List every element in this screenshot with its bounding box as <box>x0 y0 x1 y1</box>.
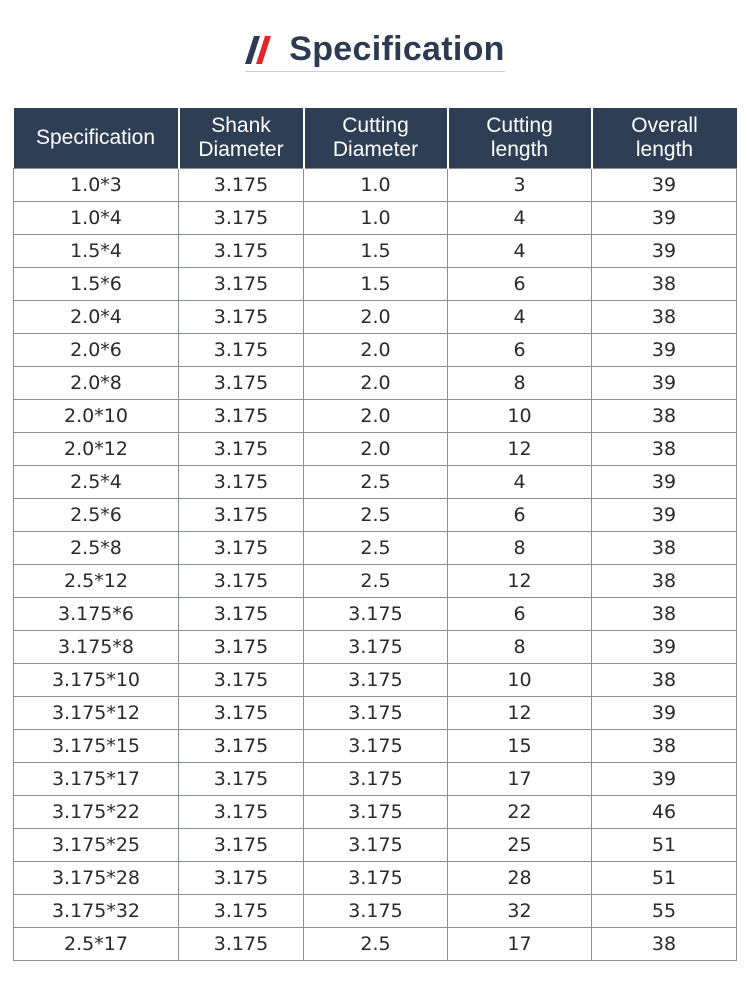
cell-cutting-diameter: 2.0 <box>304 301 448 334</box>
table-row <box>14 697 737 730</box>
table-row <box>14 169 737 202</box>
cell-cutting-diameter: 3.175 <box>304 763 448 796</box>
cell-shank-diameter: 3.175 <box>179 664 304 697</box>
cell-cutting-length: 22 <box>448 796 592 829</box>
cell-overall-length: 51 <box>592 862 737 895</box>
header-cutting-length <box>448 108 592 169</box>
cell-cutting-length: 8 <box>448 367 592 400</box>
cell-cutting-diameter: 3.175 <box>304 796 448 829</box>
cell-cutting-length: 12 <box>448 565 592 598</box>
table-row <box>14 367 737 400</box>
cell-cutting-length: 10 <box>448 664 592 697</box>
cell-shank-diameter: 3.175 <box>179 598 304 631</box>
cell-cutting-length: 4 <box>448 301 592 334</box>
cell-cutting-diameter: 2.5 <box>304 928 448 961</box>
cell-cutting-diameter: 3.175 <box>304 697 448 730</box>
cell-cutting-diameter: 3.175 <box>304 895 448 928</box>
cell-cutting-length: 28 <box>448 862 592 895</box>
table-row <box>14 598 737 631</box>
cell-specification: 1.0*4 <box>14 202 179 235</box>
cell-cutting-diameter: 3.175 <box>304 862 448 895</box>
header-row <box>14 108 737 169</box>
cell-shank-diameter: 3.175 <box>179 433 304 466</box>
cell-cutting-diameter: 1.0 <box>304 202 448 235</box>
table-row <box>14 664 737 697</box>
cell-overall-length: 39 <box>592 169 737 202</box>
cell-shank-diameter: 3.175 <box>179 631 304 664</box>
cell-cutting-diameter: 2.5 <box>304 565 448 598</box>
cell-specification: 1.5*4 <box>14 235 179 268</box>
table-header <box>14 108 737 169</box>
cell-specification: 2.5*8 <box>14 532 179 565</box>
cell-cutting-length: 32 <box>448 895 592 928</box>
cell-overall-length: 38 <box>592 433 737 466</box>
cell-overall-length: 39 <box>592 235 737 268</box>
cell-cutting-diameter: 3.175 <box>304 598 448 631</box>
table-row <box>14 631 737 664</box>
cell-overall-length: 39 <box>592 202 737 235</box>
cell-specification: 2.0*4 <box>14 301 179 334</box>
cell-cutting-length: 3 <box>448 169 592 202</box>
table-row <box>14 532 737 565</box>
cell-specification: 2.0*10 <box>14 400 179 433</box>
double-slash-icon <box>245 36 277 64</box>
cell-cutting-diameter: 1.5 <box>304 268 448 301</box>
table-row <box>14 895 737 928</box>
cell-overall-length: 55 <box>592 895 737 928</box>
cell-cutting-length: 8 <box>448 532 592 565</box>
cell-specification: 1.0*3 <box>14 169 179 202</box>
cell-cutting-length: 15 <box>448 730 592 763</box>
specification-table <box>13 108 737 961</box>
cell-cutting-diameter: 2.0 <box>304 433 448 466</box>
table-row <box>14 433 737 466</box>
cell-specification: 3.175*12 <box>14 697 179 730</box>
cell-overall-length: 38 <box>592 928 737 961</box>
cell-specification: 3.175*25 <box>14 829 179 862</box>
cell-cutting-length: 4 <box>448 466 592 499</box>
cell-cutting-length: 12 <box>448 433 592 466</box>
cell-overall-length: 38 <box>592 598 737 631</box>
cell-cutting-length: 6 <box>448 334 592 367</box>
header-cutting-diameter <box>304 108 448 169</box>
cell-shank-diameter: 3.175 <box>179 565 304 598</box>
cell-specification: 3.175*17 <box>14 763 179 796</box>
cell-cutting-length: 4 <box>448 202 592 235</box>
cell-cutting-diameter: 3.175 <box>304 730 448 763</box>
cell-cutting-length: 17 <box>448 928 592 961</box>
cell-overall-length: 38 <box>592 268 737 301</box>
cell-overall-length: 46 <box>592 796 737 829</box>
table-row <box>14 268 737 301</box>
cell-cutting-diameter: 2.0 <box>304 367 448 400</box>
page-title: Specification <box>289 30 505 68</box>
header-line-2: Diameter <box>332 138 419 161</box>
cell-shank-diameter: 3.175 <box>179 400 304 433</box>
cell-shank-diameter: 3.175 <box>179 367 304 400</box>
cell-overall-length: 39 <box>592 334 737 367</box>
cell-overall-length: 39 <box>592 697 737 730</box>
header-line-1: Specification <box>35 126 156 149</box>
cell-cutting-diameter: 1.0 <box>304 169 448 202</box>
cell-cutting-diameter: 1.5 <box>304 235 448 268</box>
cell-shank-diameter: 3.175 <box>179 466 304 499</box>
cell-cutting-diameter: 2.0 <box>304 400 448 433</box>
table-row <box>14 565 737 598</box>
title-section <box>0 26 750 76</box>
header-line-1: Shank <box>211 114 271 137</box>
cell-specification: 2.5*4 <box>14 466 179 499</box>
cell-specification: 3.175*32 <box>14 895 179 928</box>
cell-shank-diameter: 3.175 <box>179 202 304 235</box>
header-line-1: Overall <box>631 114 698 137</box>
header-line-2: Diameter <box>198 138 284 161</box>
table-row <box>14 763 737 796</box>
table-row <box>14 829 737 862</box>
table-row <box>14 862 737 895</box>
cell-shank-diameter: 3.175 <box>179 730 304 763</box>
cell-shank-diameter: 3.175 <box>179 895 304 928</box>
cell-cutting-length: 25 <box>448 829 592 862</box>
cell-specification: 3.175*8 <box>14 631 179 664</box>
cell-cutting-diameter: 2.5 <box>304 499 448 532</box>
cell-specification: 3.175*22 <box>14 796 179 829</box>
table-row <box>14 235 737 268</box>
table-row <box>14 301 737 334</box>
title-container <box>245 30 505 72</box>
cell-overall-length: 39 <box>592 763 737 796</box>
cell-shank-diameter: 3.175 <box>179 928 304 961</box>
cell-specification: 3.175*28 <box>14 862 179 895</box>
cell-specification: 3.175*6 <box>14 598 179 631</box>
cell-overall-length: 39 <box>592 466 737 499</box>
cell-overall-length: 51 <box>592 829 737 862</box>
table-row <box>14 730 737 763</box>
cell-shank-diameter: 3.175 <box>179 235 304 268</box>
cell-cutting-length: 10 <box>448 400 592 433</box>
cell-shank-diameter: 3.175 <box>179 862 304 895</box>
cell-specification: 1.5*6 <box>14 268 179 301</box>
cell-overall-length: 38 <box>592 532 737 565</box>
cell-shank-diameter: 3.175 <box>179 301 304 334</box>
table-row <box>14 928 737 961</box>
table-row <box>14 202 737 235</box>
table-row <box>14 334 737 367</box>
cell-shank-diameter: 3.175 <box>179 499 304 532</box>
cell-specification: 3.175*10 <box>14 664 179 697</box>
cell-cutting-diameter: 2.5 <box>304 466 448 499</box>
header-line-1: Cutting <box>342 114 409 137</box>
cell-overall-length: 38 <box>592 400 737 433</box>
table-row <box>14 796 737 829</box>
cell-shank-diameter: 3.175 <box>179 169 304 202</box>
cell-specification: 2.5*17 <box>14 928 179 961</box>
cell-cutting-diameter: 3.175 <box>304 664 448 697</box>
cell-specification: 2.5*12 <box>14 565 179 598</box>
cell-specification: 2.0*8 <box>14 367 179 400</box>
cell-cutting-length: 12 <box>448 697 592 730</box>
cell-overall-length: 39 <box>592 499 737 532</box>
cell-cutting-diameter: 2.0 <box>304 334 448 367</box>
header-line-2: length <box>490 138 549 161</box>
cell-specification: 3.175*15 <box>14 730 179 763</box>
cell-cutting-length: 6 <box>448 268 592 301</box>
table-row <box>14 499 737 532</box>
header-shank-diameter <box>179 108 304 169</box>
cell-shank-diameter: 3.175 <box>179 334 304 367</box>
cell-shank-diameter: 3.175 <box>179 796 304 829</box>
cell-specification: 2.0*12 <box>14 433 179 466</box>
table-row <box>14 466 737 499</box>
cell-specification: 2.0*6 <box>14 334 179 367</box>
cell-shank-diameter: 3.175 <box>179 268 304 301</box>
table-body <box>14 169 737 961</box>
header-specification <box>14 108 179 169</box>
cell-cutting-length: 4 <box>448 235 592 268</box>
cell-cutting-length: 6 <box>448 598 592 631</box>
header-line-1: Cutting <box>486 114 553 137</box>
cell-cutting-length: 8 <box>448 631 592 664</box>
cell-shank-diameter: 3.175 <box>179 532 304 565</box>
cell-shank-diameter: 3.175 <box>179 763 304 796</box>
cell-cutting-diameter: 2.5 <box>304 532 448 565</box>
cell-specification: 2.5*6 <box>14 499 179 532</box>
cell-shank-diameter: 3.175 <box>179 697 304 730</box>
cell-cutting-length: 6 <box>448 499 592 532</box>
cell-overall-length: 39 <box>592 631 737 664</box>
cell-overall-length: 38 <box>592 664 737 697</box>
cell-cutting-length: 17 <box>448 763 592 796</box>
table-row <box>14 400 737 433</box>
header-line-2: length <box>635 138 694 161</box>
cell-overall-length: 38 <box>592 301 737 334</box>
header-overall-length <box>592 108 737 169</box>
cell-cutting-diameter: 3.175 <box>304 631 448 664</box>
cell-shank-diameter: 3.175 <box>179 829 304 862</box>
cell-overall-length: 38 <box>592 565 737 598</box>
cell-overall-length: 38 <box>592 730 737 763</box>
cell-overall-length: 39 <box>592 367 737 400</box>
cell-cutting-diameter: 3.175 <box>304 829 448 862</box>
